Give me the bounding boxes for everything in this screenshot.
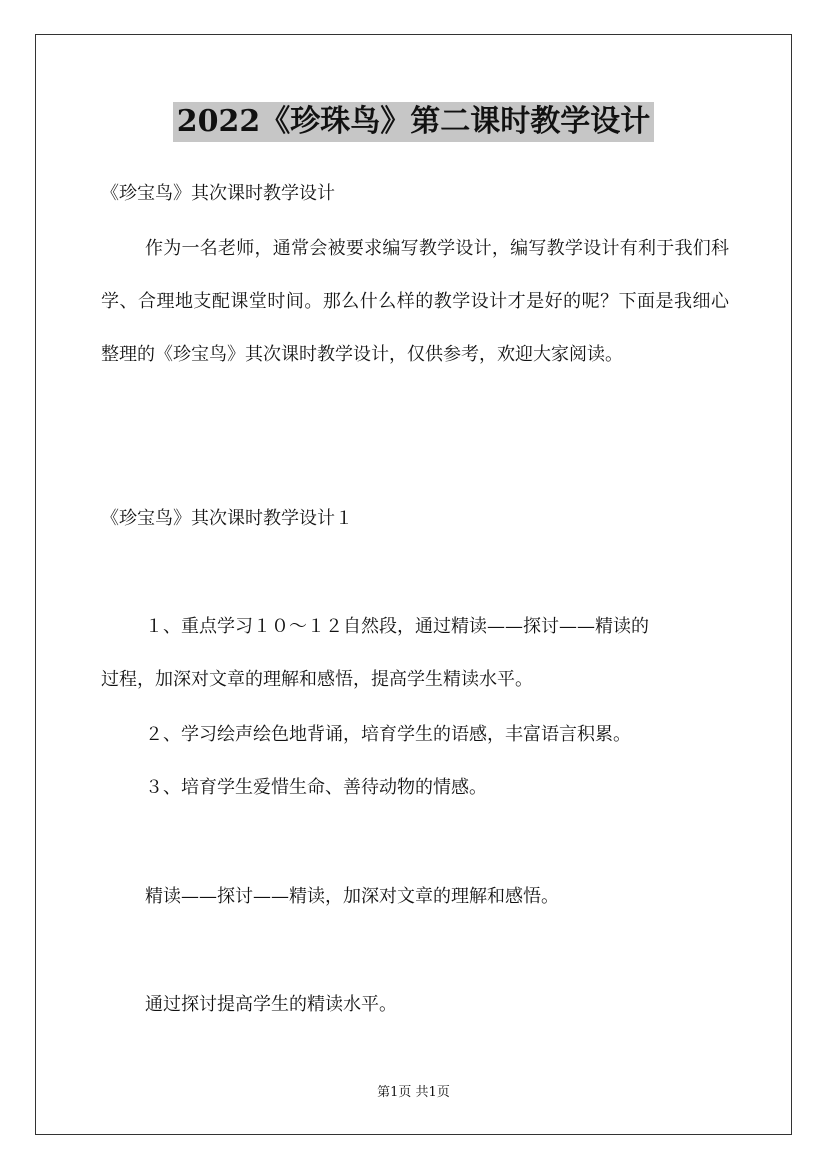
document-title: 2022《珍珠鸟》第二课时教学设计	[173, 102, 655, 142]
goal-1-line-2: 过程，加深对文章的理解和感悟，提高学生精读水平。	[101, 669, 533, 690]
document-subtitle: 《珍宝鸟》其次课时教学设计	[101, 183, 335, 204]
page-footer: 第1页 共1页	[377, 1085, 450, 1100]
key-point: 精读——探讨——精读，加深对文章的理解和感悟。	[145, 886, 559, 907]
goal-1-line-1: １、重点学习１０～１２自然段，通过精读——探讨——精读的	[145, 616, 649, 637]
title-container	[0, 102, 827, 142]
intro-paragraph: 作为一名老师，通常会被要求编写教学设计，编写教学设计有利于我们科学、合理地支配课堂时间。那么什么样的教学设计才是好的呢？下面是我细心整理的《珍宝鸟》其次课时教学设计，仅供参考，欢迎大家阅读。	[101, 238, 729, 365]
section-heading: 《珍宝鸟》其次课时教学设计１	[101, 508, 353, 529]
goal-2: ２、学习绘声绘色地背诵，培育学生的语感，丰富语言积累。	[145, 724, 631, 745]
goal-3: ３、培育学生爱惜生命、善待动物的情感。	[145, 777, 487, 798]
difficulty: 通过探讨提高学生的精读水平。	[145, 994, 397, 1015]
